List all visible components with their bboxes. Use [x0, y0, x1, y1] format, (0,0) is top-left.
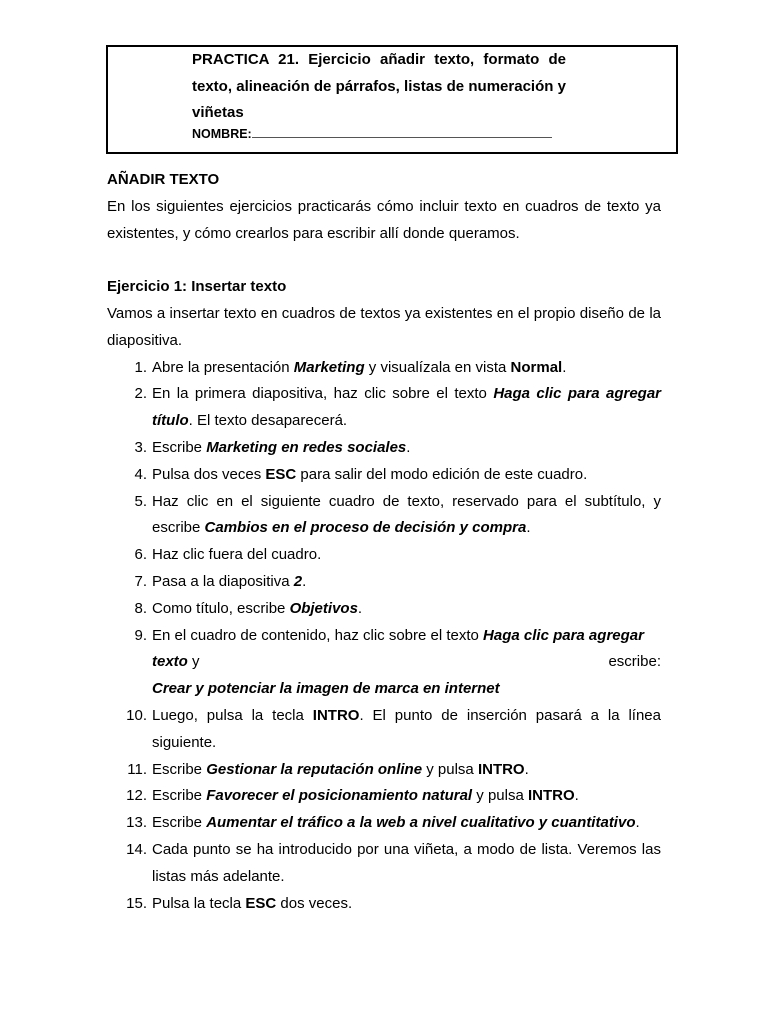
- list-item-text: .: [574, 787, 579, 805]
- list-item-text: 15.: [126, 894, 147, 912]
- list-item-text: Cambios en el proceso de decisión y compra: [204, 519, 527, 537]
- list-item-text: Marketing en redes sociales: [206, 438, 407, 456]
- list-item-text: dos veces.: [276, 894, 353, 912]
- list-item: [107, 489, 661, 543]
- list-item-text: Aumentar el tráfico a la web a nivel cualitativo y cuantitativo: [206, 814, 636, 832]
- list-item-text: Pasa a la diapositiva: [152, 572, 294, 590]
- spacer: [107, 247, 661, 274]
- list-item-text: Haz clic en el siguiente cuadro de texto, reservado para el subtítulo, y escribe: [152, 492, 661, 537]
- list-item-text: Pulsa dos veces: [152, 465, 266, 483]
- list-item-text: Crear y potenciar la imagen de marca en internet: [152, 680, 500, 698]
- list-item-text: Escribe: [152, 814, 207, 832]
- exercise-intro: Vamos a insertar texto en cuadros de textos ya existentes en el propio diseño de la diapositiva.: [107, 304, 661, 349]
- name-field: [192, 127, 552, 141]
- list-item-text: .: [357, 599, 363, 617]
- list-item-text: Objetivos: [289, 599, 358, 617]
- section-intro: En los siguientes ejercicios practicarás cómo incluir texto en cuadros de texto ya existentes, y cómo crearlos para escribir allí donde queramos.: [107, 197, 661, 242]
- list-item-text: 12.: [126, 787, 147, 805]
- list-item: [107, 355, 661, 382]
- list-item-text: 4.: [134, 465, 147, 483]
- list-item-text: 10.: [126, 706, 147, 724]
- list-item-text: Escribe: [152, 438, 207, 456]
- list-item: [107, 381, 661, 435]
- list-item-text: y visualízala en vista: [364, 358, 511, 376]
- list-item: [107, 462, 661, 489]
- list-item-text: .: [526, 519, 531, 537]
- list-item-text: INTRO: [527, 787, 575, 805]
- list-item-text: Cada punto se ha introducido por una viñeta, a modo de lista. Veremos las listas más adelante.: [152, 840, 661, 885]
- list-item-text: En la primera diapositiva, haz clic sobre el texto: [152, 385, 494, 403]
- document-title: PRACTICA 21. Ejercicio añadir texto, formato de texto, alineación de párrafos, listas de numeración y viñetas: [192, 51, 566, 122]
- list-item-text: .: [524, 760, 529, 778]
- list-item-text: y: [187, 653, 200, 671]
- list-item-text: 7.: [134, 572, 147, 590]
- list-item-text: INTRO: [477, 760, 525, 778]
- list-item: [107, 623, 661, 703]
- list-item-text: 14.: [126, 840, 147, 858]
- list-item-text: 9.: [134, 626, 147, 644]
- exercise-heading: Ejercicio 1: Insertar texto: [107, 278, 287, 296]
- list-item-text: 13.: [126, 814, 147, 832]
- list-item-text: Escribe: [152, 760, 207, 778]
- list-item-text: 6.: [134, 546, 147, 564]
- list-item-text: Haz clic fuera del cuadro.: [152, 546, 322, 564]
- list-item-text: 8.: [134, 599, 147, 617]
- list-item-text: ESC: [245, 894, 277, 912]
- section-heading: AÑADIR TEXTO: [107, 171, 220, 188]
- list-item-text: Escribe: [152, 787, 207, 805]
- list-item: [107, 542, 661, 569]
- list-item-text: Abre la presentación: [152, 358, 294, 376]
- list-item-text: 2: [293, 572, 303, 590]
- list-item-text: Como título, escribe: [152, 599, 290, 617]
- list-item-text: Luego, pulsa la tecla: [152, 706, 313, 724]
- list-item-text: 3.: [134, 438, 147, 456]
- list-item: [107, 569, 661, 596]
- list-item-text: Haga clic para agregar título: [152, 385, 661, 430]
- list-item-text: escribe:: [608, 653, 661, 671]
- list-item-text: Gestionar la reputación online: [206, 760, 423, 778]
- list-item: [107, 757, 661, 784]
- list-item: [107, 703, 661, 757]
- list-item-text: INTRO: [312, 706, 360, 724]
- list-item-text: ESC: [265, 465, 297, 483]
- list-item-text: Pulsa la tecla: [152, 894, 246, 912]
- list-item-text: 1.: [134, 358, 147, 376]
- justified-line: [152, 649, 661, 676]
- list-item: [107, 596, 661, 623]
- list-item: [107, 891, 661, 918]
- list-item: [107, 837, 661, 891]
- list-item-text: . El texto desaparecerá.: [188, 412, 348, 430]
- name-label: NOMBRE:: [192, 127, 252, 141]
- list-item-text: y pulsa: [472, 787, 528, 805]
- list-item-text: Normal: [510, 358, 563, 376]
- list-item-text: 5.: [134, 492, 147, 510]
- list-item-text: y pulsa: [422, 760, 478, 778]
- list-item-text: Marketing: [293, 358, 365, 376]
- list-item-text: para salir del modo edición de este cuadro.: [296, 465, 588, 483]
- steps-list: [107, 355, 661, 918]
- list-item: [107, 783, 661, 810]
- document-body: [107, 167, 661, 917]
- list-item-text: .: [406, 438, 411, 456]
- title-box: [106, 45, 678, 154]
- name-blank-line: [252, 127, 552, 138]
- list-item-text: .: [562, 358, 567, 376]
- list-item-text: texto: [152, 653, 188, 671]
- list-item-text: 11.: [127, 760, 147, 778]
- list-item-text: Favorecer el posicionamiento natural: [206, 787, 473, 805]
- list-item-text: Haga clic para agregar: [483, 626, 644, 644]
- list-item-text: .: [635, 814, 640, 832]
- list-item: [107, 435, 661, 462]
- list-item-text: En el cuadro de contenido, haz clic sobre el texto: [152, 626, 484, 644]
- list-item-text: . El punto de inserción pasará a la línea siguiente.: [152, 706, 661, 751]
- list-item-text: .: [302, 572, 307, 590]
- list-item-text: 2.: [134, 385, 147, 403]
- list-item: [107, 810, 661, 837]
